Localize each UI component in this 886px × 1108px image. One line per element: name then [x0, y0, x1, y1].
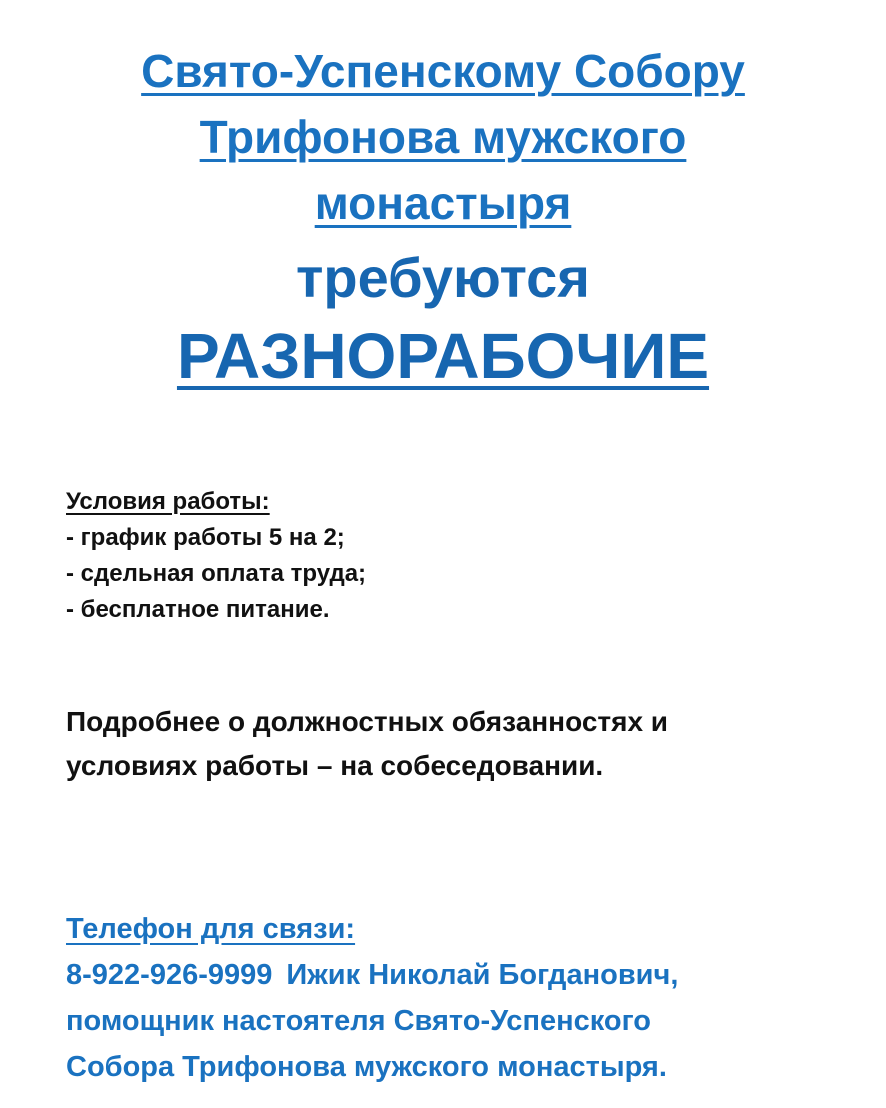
condition-item: - сдельная оплата труда; — [66, 560, 367, 587]
heading-line-1 — [0, 38, 886, 104]
heading-monastery-name: Трифонова мужского — [199, 111, 687, 163]
heading-line-3 — [0, 170, 886, 236]
contact-line-3: Собора Трифонова мужского монастыря. — [66, 1051, 667, 1083]
work-conditions — [66, 484, 826, 628]
contact-line-1 — [66, 952, 866, 998]
contact-line-2: помощник настоятеля Свято-Успенского — [66, 1005, 651, 1037]
condition-item: - график работы 5 на 2; — [66, 524, 345, 551]
heading-line-5 — [0, 314, 886, 398]
contact-title: Телефон для связи: — [66, 913, 356, 945]
condition-item: - бесплатное питание. — [66, 596, 330, 623]
conditions-title: Условия работы: — [66, 488, 270, 515]
details-note — [66, 700, 846, 788]
details-line-1: Подробнее о должностных обязанностях и — [66, 706, 669, 737]
heading-line-4 — [0, 242, 886, 314]
heading-required: требуются — [296, 246, 590, 309]
heading-cathedral-name: Свято-Успенскому Собору — [141, 45, 745, 97]
posting-heading — [0, 38, 886, 398]
contact-person-name: Ижик Николай Богданович, — [286, 959, 679, 991]
phone-number: 8-922-926-9999 — [66, 959, 273, 991]
heading-line-2 — [0, 104, 886, 170]
heading-position: РАЗНОРАБОЧИЕ — [176, 320, 710, 392]
contact-block — [66, 906, 866, 1090]
details-line-2: условиях работы – на собеседовании. — [66, 750, 604, 781]
heading-monastery-word: монастыря — [314, 177, 572, 229]
